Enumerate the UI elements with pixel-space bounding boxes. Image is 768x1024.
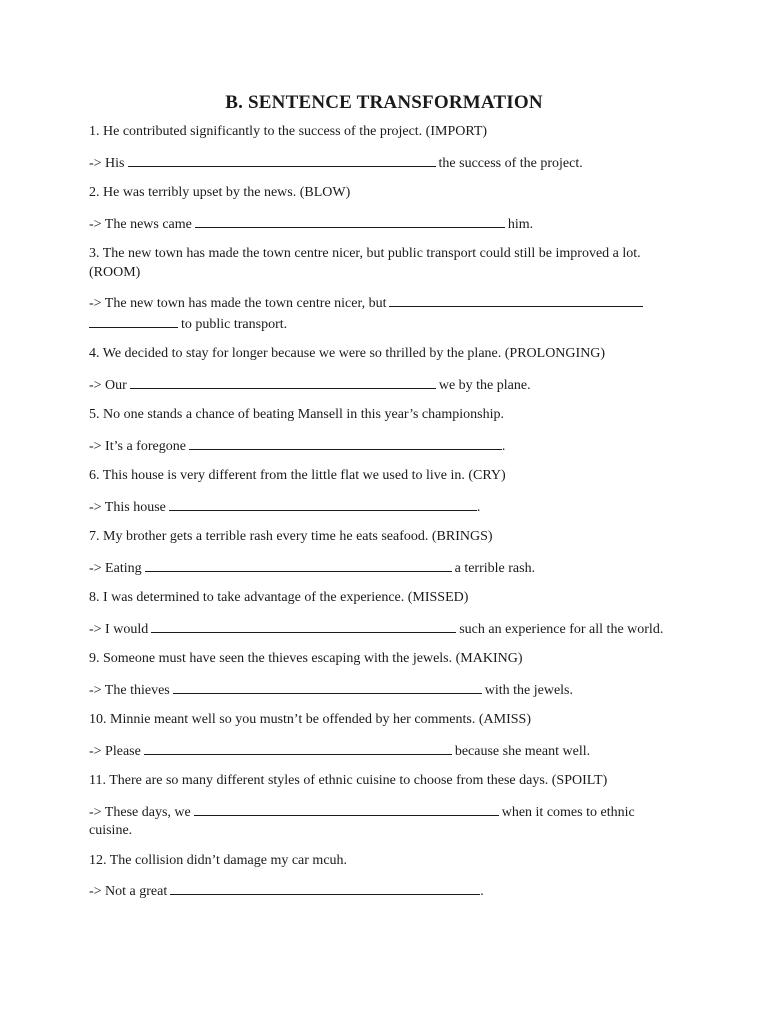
question-1: 1. He contributed significantly to the success of the project. (IMPORT) bbox=[89, 124, 488, 139]
question-7: 7. My brother gets a terrible rash every time he eats seafood. (BRINGS) bbox=[89, 529, 493, 544]
answer-prefix: -> The news came bbox=[89, 216, 192, 232]
answer-blank[interactable] bbox=[144, 741, 452, 755]
question-2: 2. He was terribly upset by the news. (BLOW) bbox=[89, 185, 351, 200]
answer-blank[interactable] bbox=[189, 436, 502, 450]
answer-blank[interactable] bbox=[145, 558, 452, 572]
question-3: 3. The new town has made the town centre nicer, but public transport could still be improved a lot. (ROOM) bbox=[89, 246, 641, 280]
answer-line-7 bbox=[89, 558, 679, 579]
answer-prefix: -> I would bbox=[89, 621, 149, 637]
answer-blank[interactable] bbox=[173, 680, 482, 694]
answer-blank-continued[interactable] bbox=[89, 314, 178, 328]
answer-prefix: -> This house bbox=[89, 499, 166, 515]
answer-line-3 bbox=[89, 293, 679, 334]
answer-suffix: with the jewels. bbox=[484, 682, 573, 698]
answer-suffix: we by the plane. bbox=[438, 377, 531, 393]
answer-suffix: when it comes to ethnic cuisine. bbox=[89, 804, 635, 838]
answer-suffix: the success of the project. bbox=[438, 155, 583, 171]
answer-suffix: because she meant well. bbox=[454, 743, 591, 759]
answer-blank[interactable] bbox=[389, 293, 643, 307]
answer-blank[interactable] bbox=[195, 214, 505, 228]
answer-blank[interactable] bbox=[170, 881, 480, 895]
answer-suffix: . bbox=[501, 438, 506, 454]
answer-line-6 bbox=[89, 497, 679, 518]
question-12: 12. The collision didn’t damage my car mcuh. bbox=[89, 852, 348, 868]
answer-suffix: him. bbox=[507, 216, 534, 232]
question-9: 9. Someone must have seen the thieves escaping with the jewels. (MAKING) bbox=[89, 651, 523, 666]
answer-prefix: -> These days, we bbox=[89, 804, 191, 820]
answer-prefix: -> The thieves bbox=[89, 682, 170, 698]
answer-line-4 bbox=[89, 375, 679, 396]
question-8: 8. I was determined to take advantage of the experience. (MISSED) bbox=[89, 590, 469, 605]
answer-blank[interactable] bbox=[151, 619, 456, 633]
question-5: 5. No one stands a chance of beating Mansell in this year’s championship. bbox=[89, 407, 504, 422]
answer-blank[interactable] bbox=[169, 497, 477, 511]
answer-line-11 bbox=[89, 802, 679, 841]
answer-suffix: . bbox=[476, 499, 481, 515]
answer-line-5 bbox=[89, 436, 679, 457]
question-4: 4. We decided to stay for longer because we were so thrilled by the plane. (PROLONGING) bbox=[89, 346, 606, 361]
answer-line-8 bbox=[89, 619, 679, 640]
answer-line-10 bbox=[89, 741, 679, 762]
answer-suffix: such an experience for all the world. bbox=[459, 621, 664, 637]
question-10: 10. Minnie meant well so you mustn’t be offended by her comments. (AMISS) bbox=[89, 712, 531, 727]
answer-suffix: to public transport. bbox=[181, 316, 288, 332]
answer-prefix: -> Not a great bbox=[89, 884, 168, 899]
answer-blank[interactable] bbox=[128, 153, 436, 167]
answer-prefix: -> The new town has made the town centre nicer, but bbox=[89, 296, 387, 311]
worksheet bbox=[89, 92, 679, 913]
answer-line-1 bbox=[89, 153, 679, 174]
answer-prefix: -> Our bbox=[89, 377, 127, 393]
answer-suffix: . bbox=[480, 884, 484, 899]
answer-line-12 bbox=[89, 881, 679, 902]
worksheet-title: B. SENTENCE TRANSFORMATION bbox=[225, 92, 543, 113]
answer-blank[interactable] bbox=[194, 802, 499, 816]
answer-blank[interactable] bbox=[130, 375, 436, 389]
question-11: 11. There are so many different styles of ethnic cuisine to choose from these days. (SPOILT) bbox=[89, 773, 608, 788]
answer-line-2 bbox=[89, 214, 679, 235]
answer-line-9 bbox=[89, 680, 679, 701]
answer-prefix: -> Please bbox=[89, 743, 141, 759]
answer-prefix: -> Eating bbox=[89, 560, 142, 576]
answer-prefix: -> His bbox=[89, 155, 125, 171]
question-6: 6. This house is very different from the little flat we used to live in. (CRY) bbox=[89, 468, 506, 483]
answer-prefix: -> It’s a foregone bbox=[89, 438, 186, 454]
answer-suffix: a terrible rash. bbox=[454, 560, 536, 576]
